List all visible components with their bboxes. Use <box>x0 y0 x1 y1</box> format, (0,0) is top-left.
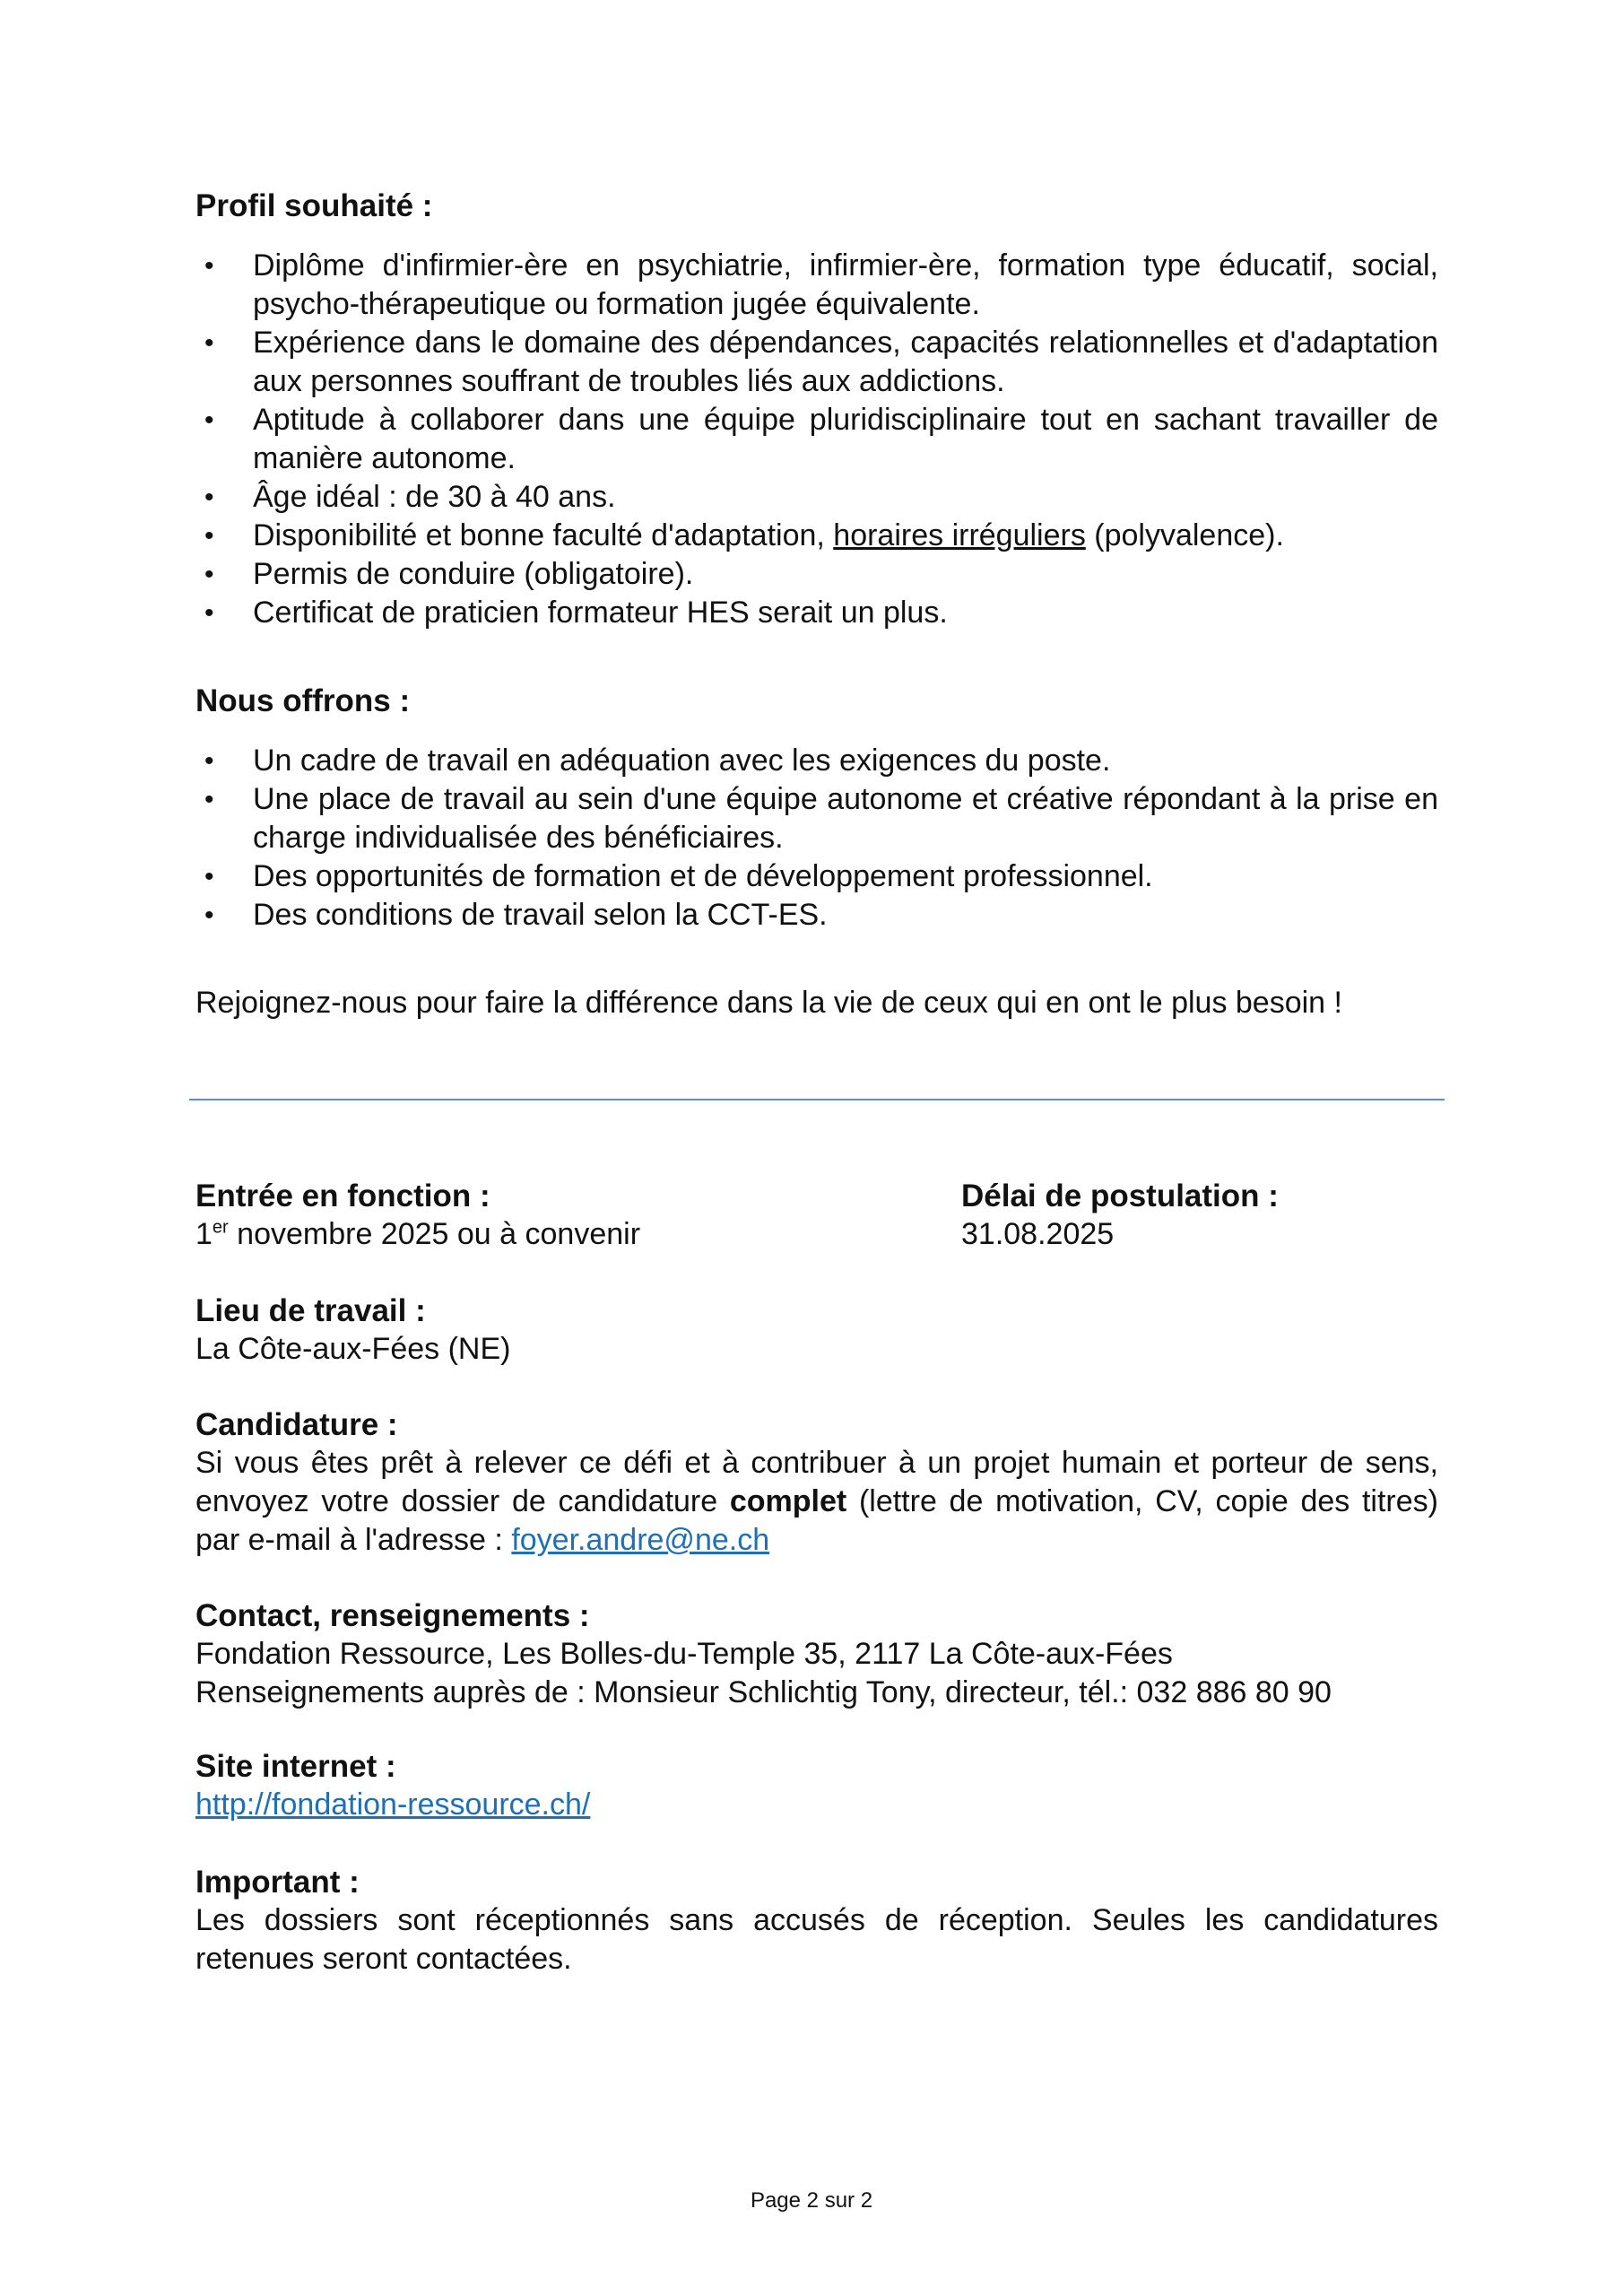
lieu-value: La Côte-aux-Fées (NE) <box>195 1332 511 1366</box>
important-section <box>195 1863 1438 1979</box>
delai-section <box>961 1177 1279 1254</box>
profil-list <box>195 247 1438 632</box>
bullet-icon: • <box>204 746 214 776</box>
list-item: • Aptitude à collaborer dans une équipe pluridisciplinaire tout en sachant travailler de manière autonome. <box>204 403 1438 475</box>
email-link[interactable]: foyer.andre@ne.ch <box>511 1523 770 1557</box>
list-item: • Des opportunités de formation et de développement professionnel. <box>195 857 1438 896</box>
site-section <box>195 1747 590 1824</box>
website-link[interactable]: http://fondation-ressource.ch/ <box>195 1787 591 1822</box>
list-item: • Expérience dans le domaine des dépendances, capacités relationnelles et d'adaptation aux personnes souffrant de troubles liés aux addictions. <box>204 326 1438 398</box>
site-heading: Site internet : <box>195 1749 396 1784</box>
list-item: • Diplôme d'infirmier-ère en psychiatrie, infirmier-ère, formation type éducatif, social, psycho-thérapeutique ou formation jugée équivalente. <box>204 248 1438 321</box>
contact-line1: Fondation Ressource, Les Bolles-du-Temple 35, 2117 La Côte-aux-Fées <box>195 1637 1173 1671</box>
offre-heading: Nous offrons : <box>195 683 411 718</box>
important-heading: Important : <box>195 1865 360 1900</box>
important-text: Les dossiers sont réceptionnés sans accusés de réception. Seules les candidatures retenues seront contactées. <box>195 1903 1438 1976</box>
bullet-icon: • <box>204 328 214 358</box>
list-item: • Des conditions de travail selon la CCT-ES. <box>195 896 1438 935</box>
list-item: • Permis de conduire (obligatoire). <box>195 555 1438 594</box>
bullet-icon: • <box>204 483 214 512</box>
bullet-icon: • <box>204 521 214 551</box>
bullet-icon: • <box>204 560 214 589</box>
profil-heading: Profil souhaité : <box>195 188 433 223</box>
list-item: • Âge idéal : de 30 à 40 ans. <box>195 478 1438 517</box>
offre-list <box>195 742 1438 935</box>
entree-section <box>195 1177 640 1254</box>
bullet-icon: • <box>204 785 214 814</box>
contact-heading: Contact, renseignements : <box>195 1598 590 1633</box>
bullet-icon: • <box>204 862 214 891</box>
contact-line2: Renseignements auprès de : Monsieur Schlichtig Tony, directeur, tél.: 032 886 80 90 <box>195 1675 1332 1709</box>
candidature-heading: Candidature : <box>195 1407 398 1442</box>
list-item: • Certificat de praticien formateur HES serait un plus. <box>195 594 1438 632</box>
underlined-text: horaires irréguliers <box>833 518 1086 552</box>
bullet-icon: • <box>204 598 214 628</box>
delai-heading: Délai de postulation : <box>961 1178 1279 1213</box>
section-separator <box>189 1099 1445 1100</box>
lieu-section <box>195 1292 510 1369</box>
closing-text: Rejoignez-nous pour faire la différence dans la vie de ceux qui en ont le plus besoin ! <box>195 986 1342 1020</box>
list-item: • Disponibilité et bonne faculté d'adaptation, horaires irréguliers (polyvalence). <box>195 517 1438 555</box>
lieu-heading: Lieu de travail : <box>195 1293 426 1328</box>
bullet-icon: • <box>204 900 214 930</box>
bullet-icon: • <box>204 251 214 281</box>
profil-section <box>195 187 1438 632</box>
entree-value: 1er novembre 2025 ou à convenir <box>195 1217 641 1251</box>
candidature-section <box>195 1405 1438 1560</box>
entree-heading: Entrée en fonction : <box>195 1178 490 1213</box>
delai-value: 31.08.2025 <box>961 1217 1115 1251</box>
list-item: • Un cadre de travail en adéquation avec les exigences du poste. <box>195 742 1438 780</box>
page-number: Page 2 sur 2 <box>750 2188 873 2213</box>
offre-section <box>195 682 1438 935</box>
list-item: • Une place de travail au sein d'une équipe autonome et créative répondant à la prise en charge individualisée des bénéficiaires. <box>204 782 1438 855</box>
candidature-text: Si vous êtes prêt à relever ce défi et à contribuer à un projet humain et porteur de sens, envoyez votre dossier de candidature complet (lettre de motivation, CV, copie des titres) par e-mail à l'adresse : foyer.andre@ne.ch <box>195 1446 1438 1557</box>
bullet-icon: • <box>204 405 214 435</box>
contact-section <box>195 1596 1438 1712</box>
